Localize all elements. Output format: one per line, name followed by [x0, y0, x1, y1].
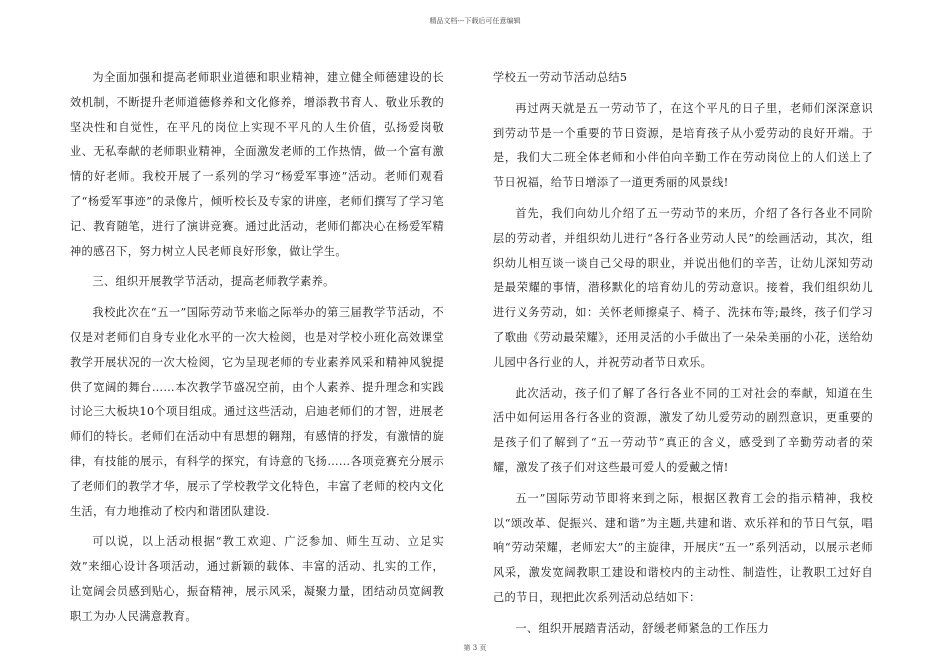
right-column — [493, 66, 873, 648]
paragraph: 此次活动，孩子们了解了各行各业不同的工对社会的奉献，知道在生活中如何运用各行各业的资源，激发了幼儿爱劳动的剧烈意识，更重要的是孩子们了解到了“五一劳动节”真正的含义，感受到了辛勤劳动者的荣耀，激发了孩子们对这些最可爱人的爱戴之情! — [493, 386, 873, 474]
section-title: 学校五一劳动节活动总结5 — [493, 71, 628, 84]
left-column — [70, 66, 444, 636]
section-heading: 一、组织开展踏青活动，舒缓老师紧急的工作压力 — [515, 621, 770, 635]
section-heading: 三、组织开展教学节活动，提高老师教学素养。 — [92, 275, 335, 289]
paragraph: 为全面加强和提高老师职业道德和职业精神，建立健全师德建设的长效机制，不断提升老师道德修养和文化修养，增添教书育人、敬业乐教的坚决性和自觉性，在平凡的岗位上实现不平凡的人生价值，弘扬爱岗敬业、无私奉献的老师职业精神，全面激发老师的工作热情，做一个富有激情的好老师。我校开展了一系列的学习“杨爱军事迹”活动。老师们观看了“杨爱军事迹”的录像片，倾听校长及专家的讲座，老师们撰写了学习笔记、教育随笔，进行了演讲竞赛。通过此活动，老师们都决心在杨爱军精神的感召下，努力树立人民老师良好形象，做让学生。 — [70, 71, 444, 258]
paragraph: 我校此次在“五一”国际劳动节来临之际举办的第三届教学节活动，不仅是对老师们自身专业化水平的一次大检阅，也是对学校小班化高效课堂教学开展状况的一次大检阅，它为呈现老师的专业素养风采和精神风貌提供了宽阔的舞台……本次教学节盛况空前，由个人素养、提升理念和实践讨论三大板块10个项目组成。通过这些活动，启迪老师们的才智，进展老师们的特长。老师们在活动中有思想的翱翔，有感情的抒发，有激情的旋律，有技能的展示，有科学的探究，有诗意的飞扬……各项竞赛充分展示了老师们的教学才华，展示了学校教学文化特色，丰富了老师的校内文化生活，有力地推动了校内和谐团队建设. — [70, 306, 444, 518]
paragraph: 首先，我们向幼儿介绍了五一劳动节的来历，介绍了各行各业不同阶层的劳动者，并组织幼儿进行“各行各业劳动人民”的绘画活动，其次，组织幼儿相互谈一谈自己父母的职业，并说出他们的辛苦，让幼儿深知劳动是最荣耀的事情，潜移默化的培育幼儿的劳动意识。接着，我们组织幼儿进行义务劳动，如：关怀老师擦桌子、椅子、洗抹布等;最终，孩子们学习了歌曲《劳动最荣耀》，还用灵活的小手做出了一朵朵美丽的小花，送给幼儿园中各行业的人，并祝劳动者节日欢乐。 — [493, 206, 873, 369]
paragraph: 五一”国际劳动节即将来到之际，根据区教育工会的指示精神，我校以“颂改革、促振兴、建和谐”为主题,共建和谐、欢乐祥和的节日气氛，唱响“劳动荣耀，老师宏大”的主旋律，开展庆“五一”系列活动，以展示老师风采，激发宽阔教职工建设和谐校内的主动性、制造性，让教职工过好自己的节日，现把此次系列活动总结如下： — [493, 491, 873, 604]
paragraph: 可以说，以上活动根据“教工欢迎、广泛参加、师生互动、立足实效”来细心设计各项活动，通过新颖的载体、丰富的活动、扎实的工作，让宽阔会员感到贴心，振奋精神，展示风采，凝聚力量，团结动员宽阔教职工为办人民满意教育。 — [70, 535, 444, 623]
page-header: 精品文档---下载后可任意编辑 — [429, 17, 521, 25]
page-footer: 第 3 页 — [463, 644, 487, 652]
paragraph: 再过两天就是五一劳动节了，在这个平凡的日子里，老师们深深意识到劳动节是一个重要的节日资源，是培育孩子从小爱劳动的良好开端。于是，我们大二班全体老师和小伴伯向辛勤工作在劳动岗位上的人们送上了节日祝福，给节日增添了一道更秀丽的风景线! — [493, 101, 873, 190]
